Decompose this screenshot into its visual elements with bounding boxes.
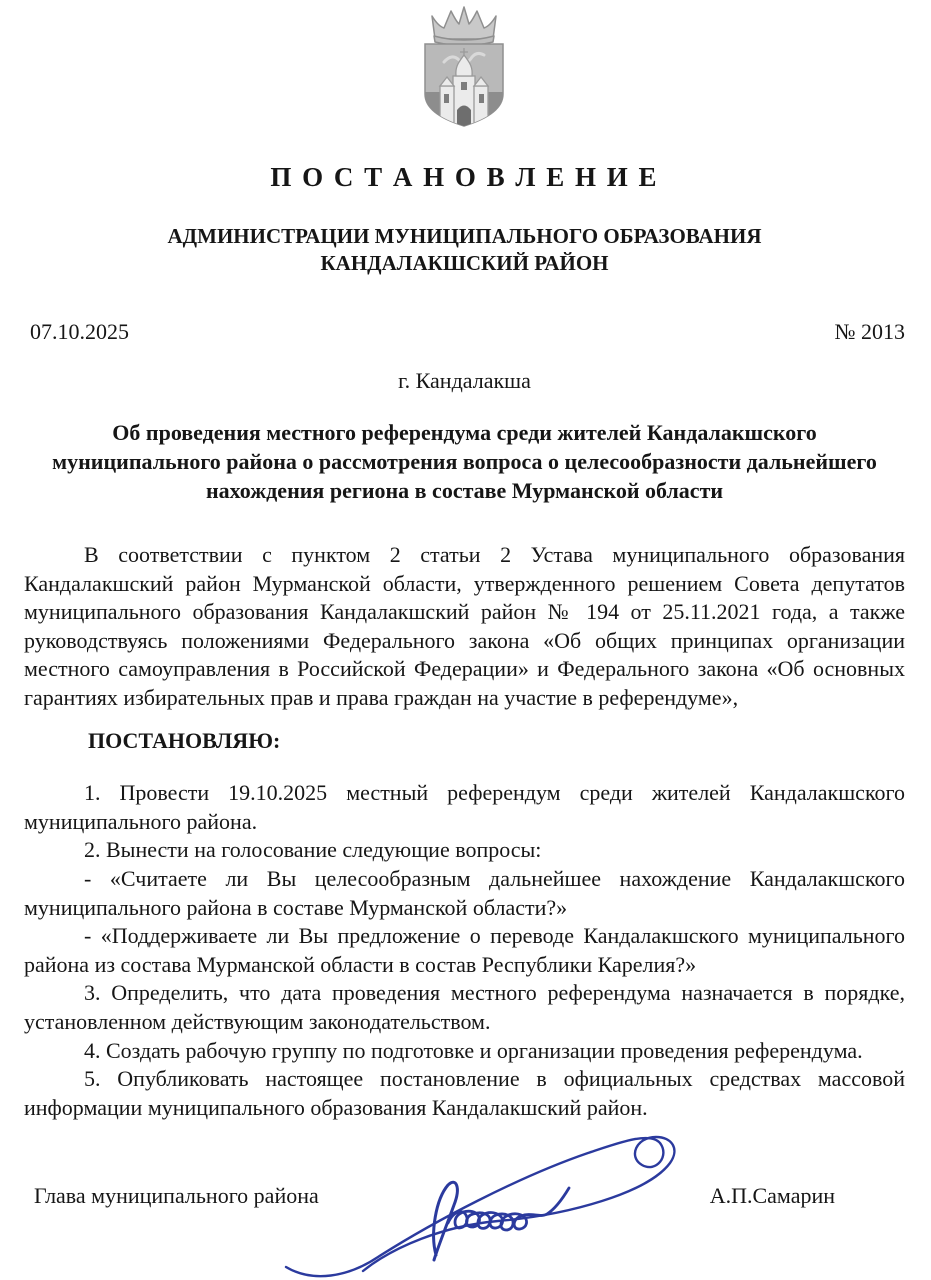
resolution-item: 3. Определить, что дата проведения местного референдума назначается в порядке, установленном действующим законодательством. xyxy=(24,980,905,1034)
signatory-name: А.П.Самарин xyxy=(709,1183,835,1208)
org-line-1: АДМИНИСТРАЦИИ МУНИЦИПАЛЬНОГО ОБРАЗОВАНИЯ xyxy=(167,224,762,248)
org-line-2: КАНДАЛАКШСКИЙ РАЙОН xyxy=(320,251,609,275)
resolution-item: 2. Вынести на голосование следующие вопросы: xyxy=(84,837,542,863)
signature-block xyxy=(0,1115,931,1280)
date-number-row xyxy=(24,319,905,345)
doc-type-title: П О С Т А Н О В Л Е Н И Е xyxy=(270,162,659,192)
signatory-position: Глава муниципального района xyxy=(34,1183,319,1208)
coat-of-arms xyxy=(24,4,905,128)
resolution-item: - «Считаете ли Вы целесообразным дальнейшее нахождение Кандалакшского муниципального района в составе Мурманской области?» xyxy=(24,865,905,920)
resolution-item: 4. Создать рабочую группу по подготовке и организации проведения референдума. xyxy=(84,1037,863,1063)
doc-city: г. Кандалакша xyxy=(398,368,531,393)
handwritten-signature xyxy=(258,1115,708,1280)
preamble-paragraph: В соответствии с пунктом 2 статьи 2 Устава муниципального образования Кандалакшский район Мурманской области, утвержденного решением Совета депутатов муниципального образования Кандалакшский район № 194 от 25.11.2021 года, а также руководствуясь положениями Федерального закона «Об общих принципах организации местного самоуправления в Российской Федерации» и Федерального закона «Об основных гарантиях избирательных прав и права граждан на участие в референдуме», xyxy=(24,542,905,710)
coat-of-arms-icon xyxy=(418,6,511,128)
doc-subject: Об проведения местного референдума среди жителей Кандалакшского муниципального района о рассмотрения вопроса о целесообразности дальнейшего нахождения региона в составе Мурманской области xyxy=(52,420,877,503)
organization-name xyxy=(24,223,905,277)
resolution-items xyxy=(24,779,905,1122)
resolution-item: - «Поддерживаете ли Вы предложение о переводе Кандалакшского муниципального района из состава Мурманской области в состав Республики Карелия?» xyxy=(24,923,905,977)
resolution-item: 1. Провести 19.10.2025 местный референдум среди жителей Кандалакшского муниципального района. xyxy=(24,780,905,834)
resolve-heading: ПОСТАНОВЛЯЮ: xyxy=(88,727,281,753)
resolution-item: 5. Опубликовать настоящее постановление в официальных средствах массовой информации муниципального образования Кандалакшский район. xyxy=(24,1066,905,1120)
doc-number: № 2013 xyxy=(834,319,905,344)
doc-date: 07.10.2025 xyxy=(30,319,129,344)
